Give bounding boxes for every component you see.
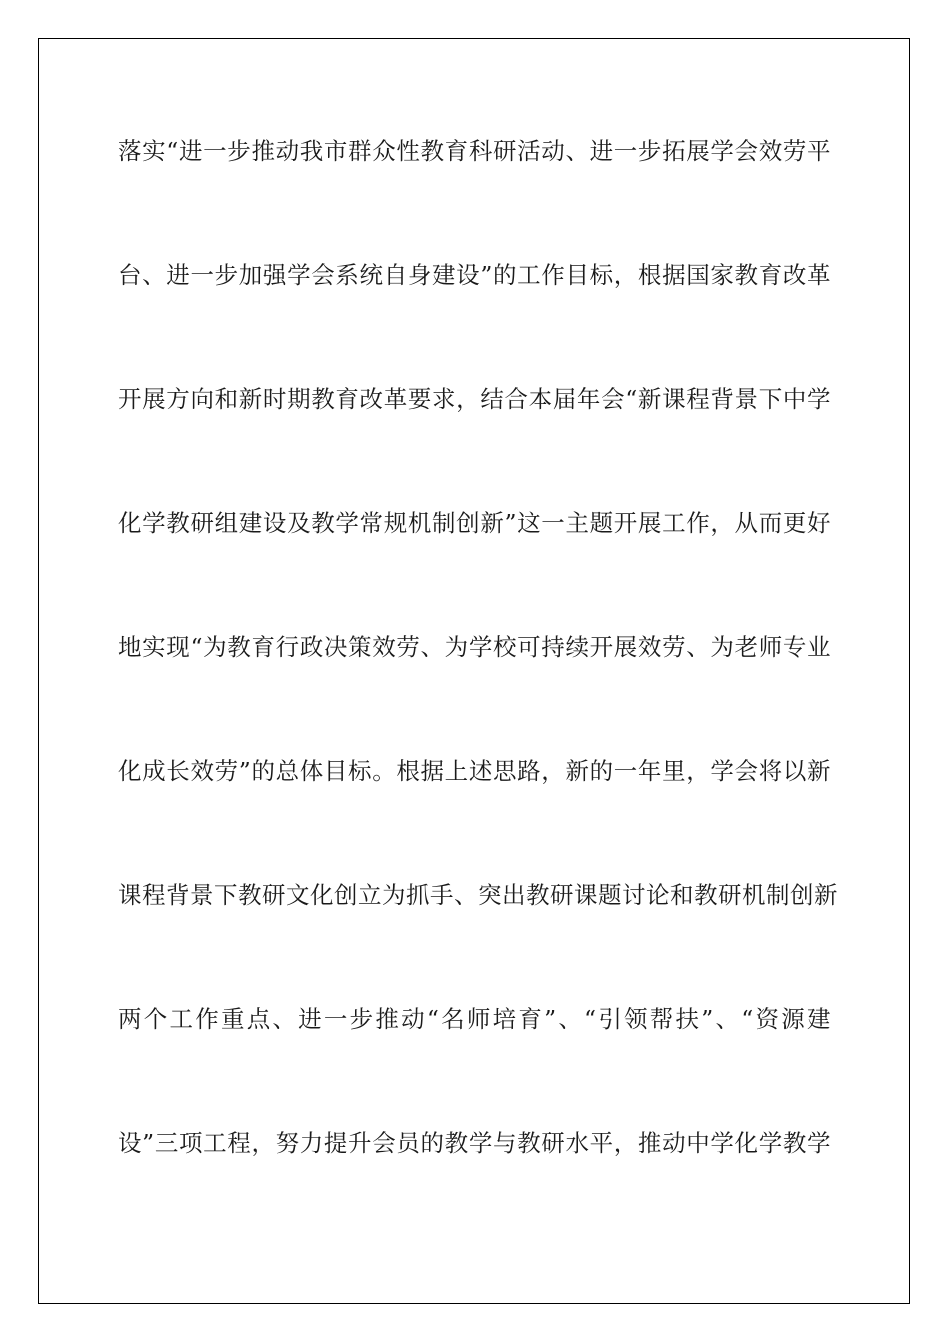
document-body — [118, 125, 838, 1241]
text-line: 设”三项工程，努力提升会员的教学与教研水平，推动中学化学教学 — [118, 1129, 831, 1157]
text-line: 地实现“为教育行政决策效劳、为学校可持续开展效劳、为老师专业 — [118, 633, 831, 661]
text-line: 开展方向和新时期教育改革要求，结合本届年会“新课程背景下中学 — [118, 385, 831, 413]
text-line: 两个工作重点、进一步推动“名师培育”、“引领帮扶”、“资源建 — [118, 1005, 831, 1033]
text-line: 化学教研组建设及教学常规机制创新”这一主题开展工作，从而更好 — [118, 509, 831, 537]
text-line: 落实“进一步推动我市群众性教育科研活动、进一步拓展学会效劳平 — [118, 137, 831, 165]
text-line: 台、进一步加强学会系统自身建设”的工作目标，根据国家教育改革 — [118, 261, 831, 289]
text-line: 课程背景下教研文化创立为抓手、突出教研课题讨论和教研机制创新 — [118, 881, 838, 909]
text-line: 化成长效劳”的总体目标。根据上述思路，新的一年里，学会将以新 — [118, 757, 831, 785]
